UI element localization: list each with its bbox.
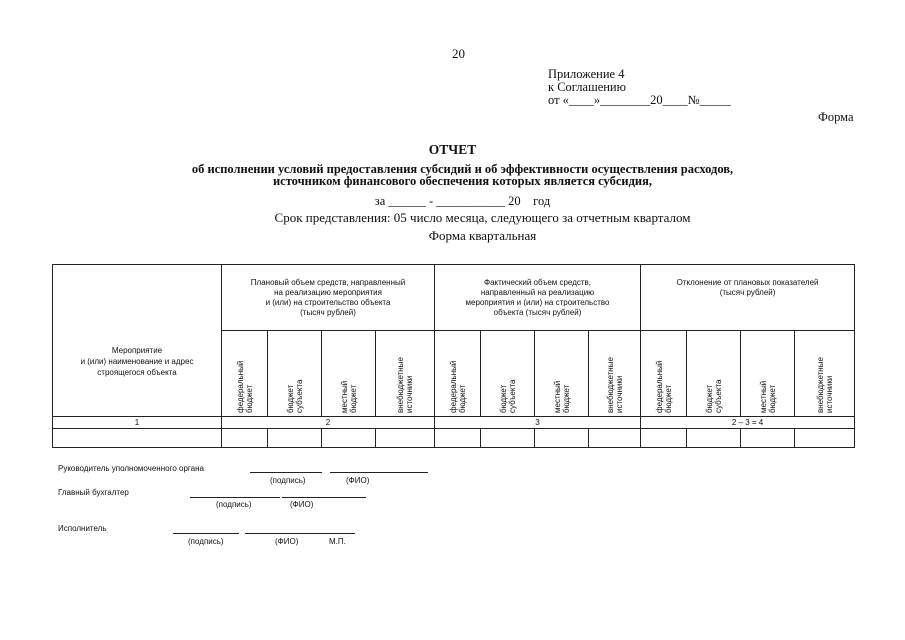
appendix-block xyxy=(548,68,731,107)
table-cell[interactable] xyxy=(53,429,222,448)
sub-label: бюджет субъекта xyxy=(498,379,517,413)
executor-name-caption: (ФИО) xyxy=(275,537,299,546)
form-label: Форма xyxy=(818,110,854,124)
table-cell[interactable] xyxy=(535,429,589,448)
sub-local-deviation xyxy=(741,331,795,417)
chief-accountant-label: Главный бухгалтер xyxy=(58,488,129,497)
head-name-line[interactable] xyxy=(330,472,428,473)
sub-local-planned xyxy=(322,331,376,417)
table-cell[interactable] xyxy=(322,429,376,448)
sub-label: бюджет субъекта xyxy=(704,379,723,413)
sub-label: бюджет субъекта xyxy=(285,379,304,413)
appendix-line-3: от «____»________20____№_____ xyxy=(548,93,731,107)
header-planned xyxy=(222,265,435,331)
reporting-period: за ______ - ___________ 20 год xyxy=(374,194,551,208)
chief-accountant-name-line[interactable] xyxy=(282,497,366,498)
table-cell[interactable] xyxy=(376,429,435,448)
executor-sign-caption: (подпись) xyxy=(188,537,224,546)
sub-subject-deviation xyxy=(687,331,741,417)
table-cell[interactable] xyxy=(741,429,795,448)
sub-label: внебюджетные источники xyxy=(396,356,414,413)
sub-federal-planned xyxy=(222,331,268,417)
sub-label: федеральный бюджет xyxy=(654,360,673,413)
subtitle-line-2: источником финансового обеспечения которых является субсидия, xyxy=(272,174,653,188)
sub-federal-actual xyxy=(435,331,481,417)
col-number-3: 3 xyxy=(435,417,641,429)
table-cell[interactable] xyxy=(435,429,481,448)
sub-label: внебюджетные источники xyxy=(815,356,834,413)
col-number-2: 2 xyxy=(222,417,435,429)
table-cell[interactable] xyxy=(641,429,687,448)
col-number-1: 1 xyxy=(53,417,222,429)
head-name-caption: (ФИО) xyxy=(346,476,370,485)
table-cell[interactable] xyxy=(687,429,741,448)
table-row xyxy=(53,429,855,448)
page-number: 20 xyxy=(452,46,465,61)
sub-label: федеральный бюджет xyxy=(448,360,467,413)
sub-extra-planned xyxy=(376,331,435,417)
sub-extra-actual xyxy=(589,331,641,417)
head-sign-caption: (подпись) xyxy=(270,476,306,485)
subtitle-line-1: об исполнении условий предоставления субсидий и об эффективности осуществления расходов, xyxy=(191,162,734,176)
table-cell[interactable] xyxy=(481,429,535,448)
head-label: Руководитель уполномоченного органа xyxy=(58,464,204,473)
executor-label: Исполнитель xyxy=(58,524,107,533)
sub-label: местный бюджет xyxy=(339,380,358,413)
executor-name-line[interactable] xyxy=(245,533,355,534)
header-deviation-text: Отклонение от плановых показателей (тысяч рублей) xyxy=(676,278,819,297)
sub-extra-deviation xyxy=(795,331,855,417)
executor-signature-line[interactable] xyxy=(173,533,239,534)
sub-label: местный бюджет xyxy=(758,380,777,413)
header-actual-text: Фактический объем средств, направленный на реализацию мероприятия и (или) на строительство объекта (тысяч рублей) xyxy=(465,278,610,317)
header-actual xyxy=(435,265,641,331)
form-type: Форма квартальная xyxy=(428,228,537,243)
header-planned-text: Плановый объем средств, направленный на реализацию мероприятия и (или) на строительство объекта (тысяч рублей) xyxy=(250,278,406,317)
chief-accountant-signature-line[interactable] xyxy=(190,497,280,498)
chief-accountant-name-caption: (ФИО) xyxy=(290,500,314,509)
report-table xyxy=(52,264,855,448)
sub-label: местный бюджет xyxy=(552,380,571,413)
table-cell[interactable] xyxy=(268,429,322,448)
sub-local-actual xyxy=(535,331,589,417)
table-cell[interactable] xyxy=(222,429,268,448)
sub-label: федеральный бюджет xyxy=(235,360,254,413)
table-cell[interactable] xyxy=(589,429,641,448)
document-title: ОТЧЕТ xyxy=(428,142,477,157)
appendix-line-2: к Соглашению xyxy=(548,80,626,94)
col-number-4: 2 – 3 = 4 xyxy=(641,417,855,429)
table-cell[interactable] xyxy=(795,429,855,448)
header-deviation xyxy=(641,265,855,331)
sub-label: внебюджетные источники xyxy=(605,356,624,413)
sub-subject-planned xyxy=(268,331,322,417)
sub-federal-deviation xyxy=(641,331,687,417)
document-subtitle xyxy=(0,163,905,187)
sub-subject-actual xyxy=(481,331,535,417)
head-signature-line[interactable] xyxy=(250,472,322,473)
stamp-caption: М.П. xyxy=(329,537,346,546)
chief-accountant-sign-caption: (подпись) xyxy=(216,500,252,509)
header-activity xyxy=(53,265,222,417)
appendix-line-1: Приложение 4 xyxy=(548,67,625,81)
submission-deadline: Срок представления: 05 число месяца, следующего за отчетным кварталом xyxy=(274,210,691,225)
header-activity-text: Мероприятие и (или) наименование и адрес строящегося объекта xyxy=(80,345,194,377)
